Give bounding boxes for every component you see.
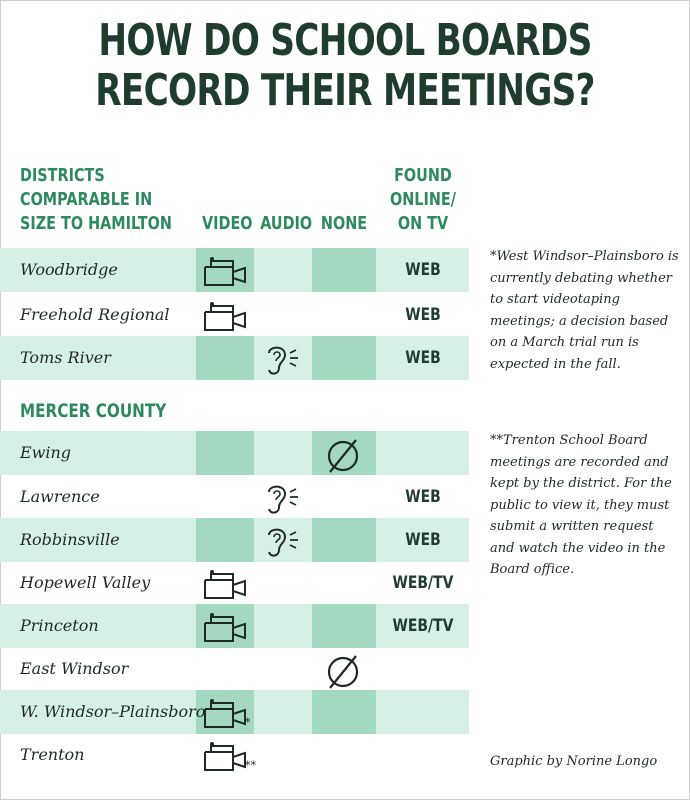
- audio-ear-icon: [263, 343, 305, 382]
- footnote-marker: *: [245, 716, 251, 729]
- districts-header: [20, 164, 172, 236]
- footnote-west-windsor: *West Windsor–Plainsboro is currently debating whether to start videotaping meetings; a decision based on a March trial run is expected in the fall.: [490, 249, 679, 372]
- table-row: [0, 647, 469, 691]
- video-camera-icon: [202, 611, 248, 648]
- video-column-cell: [196, 336, 254, 380]
- district-name: Robbinsville: [20, 530, 120, 549]
- table-row: [0, 733, 469, 777]
- title-line-2: RECORD THEIR MEETINGS?: [95, 65, 595, 116]
- none-column-cell: [312, 518, 376, 562]
- found-online-value: WEB: [405, 487, 441, 507]
- none-header: NONE: [320, 213, 368, 234]
- video-camera-icon: [202, 300, 248, 337]
- district-name: East Windsor: [20, 659, 129, 678]
- found-online-value: WEB/TV: [392, 573, 454, 593]
- district-name: Ewing: [20, 443, 72, 462]
- video-camera-icon: [202, 255, 248, 292]
- none-column-cell: [312, 336, 376, 380]
- table-row: [0, 518, 469, 562]
- table-row: [0, 604, 469, 648]
- found-online-value: WEB: [405, 260, 441, 280]
- districts-header-line: COMPARABLE IN: [20, 189, 153, 210]
- footnote-marker: **: [245, 759, 256, 772]
- video-column-cell: [196, 518, 254, 562]
- video-camera-icon: [202, 568, 248, 605]
- table-row: [0, 248, 469, 292]
- found-header-line: ONLINE/: [390, 189, 456, 210]
- mercer-county-heading: MERCER COUNTY: [20, 400, 167, 422]
- district-name: Toms River: [20, 348, 111, 367]
- video-camera-icon: [202, 697, 248, 734]
- found-header-line: ON TV: [397, 213, 449, 234]
- video-header: VIDEO: [202, 213, 253, 234]
- found-header-line: FOUND: [394, 165, 452, 186]
- table-row: [0, 293, 469, 337]
- page-title: [76, 16, 614, 116]
- table-row: [0, 690, 469, 734]
- found-online-value: WEB: [405, 305, 441, 325]
- district-name: Trenton: [20, 745, 85, 764]
- none-empty-set-icon: [323, 438, 363, 479]
- districts-header-line: SIZE TO HAMILTON: [20, 213, 172, 234]
- none-column-cell: [312, 604, 376, 648]
- video-column-cell: [196, 431, 254, 475]
- district-name: Lawrence: [20, 487, 100, 506]
- district-name: Hopewell Valley: [20, 573, 151, 592]
- audio-ear-icon: [263, 482, 305, 521]
- table-row: [0, 336, 469, 380]
- video-camera-icon: [202, 740, 248, 777]
- table-row: [0, 475, 469, 519]
- title-line-1: HOW DO SCHOOL BOARDS: [98, 15, 592, 66]
- table-row: [0, 431, 469, 475]
- found-header: [387, 164, 459, 236]
- district-name: Princeton: [20, 616, 99, 635]
- found-online-value: WEB: [405, 348, 441, 368]
- table-row: [0, 561, 469, 605]
- audio-header: AUDIO: [260, 213, 313, 234]
- found-online-value: WEB/TV: [392, 616, 454, 636]
- footnote-trenton: **Trenton School Board meetings are recorded and kept by the district. For the public to view it, they must submit a written request and watch the video in the Board office.: [490, 433, 672, 577]
- graphic-credit: Graphic by Norine Longo: [490, 754, 658, 769]
- none-column-cell: [312, 690, 376, 734]
- none-column-cell: [312, 248, 376, 292]
- districts-header-line: DISTRICTS: [20, 165, 105, 186]
- district-name: W. Windsor–Plainsboro: [20, 702, 206, 721]
- district-name: Woodbridge: [20, 260, 118, 279]
- district-name: Freehold Regional: [20, 305, 170, 324]
- audio-ear-icon: [263, 525, 305, 564]
- none-empty-set-icon: [323, 654, 363, 695]
- found-online-value: WEB: [405, 530, 441, 550]
